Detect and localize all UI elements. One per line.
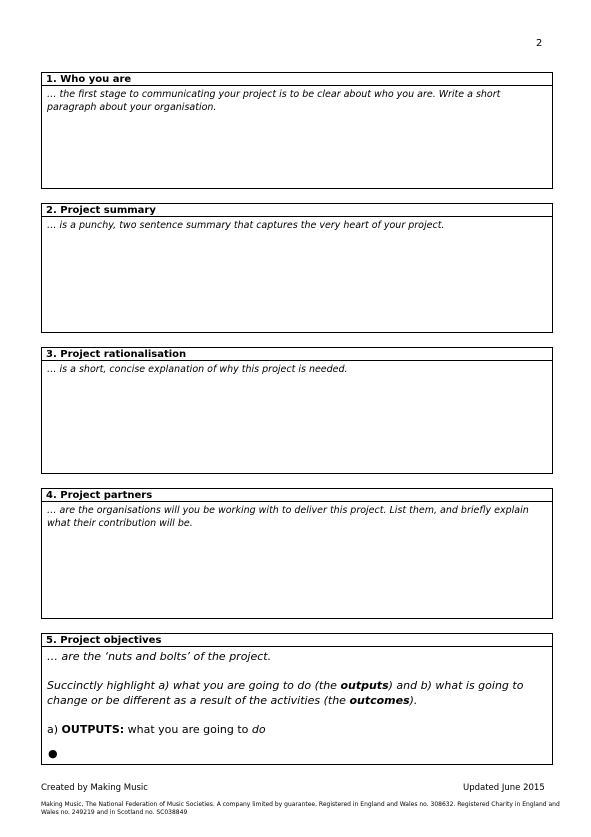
bullet-point: ● <box>48 747 58 760</box>
section-title: 2. Project summary <box>42 204 552 217</box>
section-project-summary <box>41 203 553 333</box>
page-number: 2 <box>536 38 543 49</box>
section-title: 1. Who you are <box>42 73 552 86</box>
objectives-intro: Succinctly highlight a) what you are going to do (the outputs) and b) what is going to change or be different as a result of the activities (the outcomes). <box>47 679 524 707</box>
section-title: 3. Project rationalisation <box>42 348 552 361</box>
outputs-line: a) OUTPUTS: what you are going to do <box>47 723 266 736</box>
section-title: 4. Project partners <box>42 489 552 502</box>
section-description: … are the organisations will you be working with to deliver this project. List them, and briefly explain what their contribution will be. <box>47 505 529 529</box>
outputs-word: outputs <box>340 679 389 692</box>
section-description: … is a short, concise explanation of why this project is needed. <box>47 364 348 375</box>
outputs-label: OUTPUTS: <box>61 723 125 736</box>
section-description: … is a punchy, two sentence summary that captures the very heart of your project. <box>47 220 445 231</box>
section-description: … are the ‘nuts and bolts’ of the project. <box>47 650 272 663</box>
footer-legal-text: Making Music, The National Federation of Music Societies. A company limited by guarantee. Registered in England and Wales no. 308632. Registered Charity in England and Wales no. 249219 and in Scotland no. SC038849 <box>41 801 560 816</box>
section-title: 5. Project objectives <box>42 634 552 647</box>
objectives-content <box>42 647 552 737</box>
footer-created-by: Created by Making Music <box>41 783 148 793</box>
section-project-objectives <box>41 633 553 765</box>
footer-updated: Updated June 2015 <box>463 783 545 793</box>
section-project-rationalisation <box>41 347 553 474</box>
section-who-you-are <box>41 72 553 189</box>
section-project-partners <box>41 488 553 619</box>
section-description: … the first stage to communicating your project is to be clear about who you are. Write a short paragraph about your organisation. <box>47 89 501 113</box>
outcomes-word: outcomes <box>349 694 410 707</box>
